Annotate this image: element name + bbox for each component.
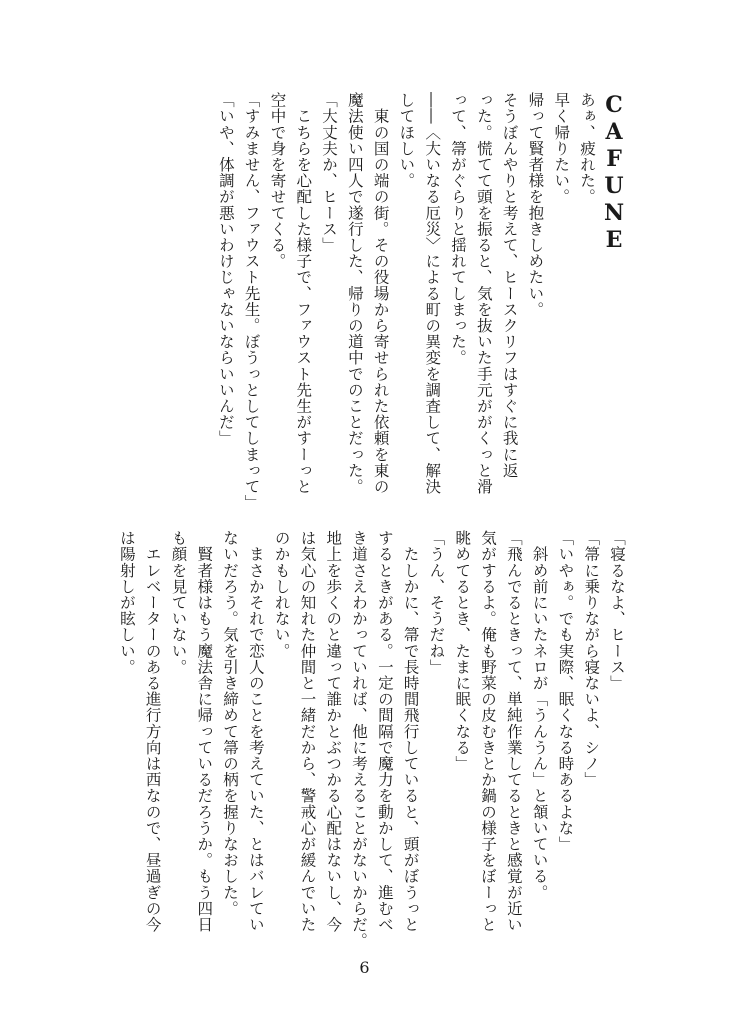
text-line: は気心の知れた仲間と一緒だから、警戒心が緩んでいた <box>298 530 317 933</box>
text-line: 帰って賢者様を抱きしめたい。 <box>526 92 545 318</box>
text-line: 眺めてるとき、たまに眠くなる」 <box>453 530 472 772</box>
text-line: 「大丈夫か、ヒース」 <box>320 92 339 253</box>
text-line: き道さえわかっていれば、他に考えることがないからだ。 <box>350 530 369 949</box>
text-line: 気がするよ。俺も野菜の皮むきとか鍋の様子をぼーっと <box>479 530 498 933</box>
text-line: 早く帰りたい。 <box>552 92 571 205</box>
upper-text-block <box>129 92 599 511</box>
text-line: 賢者様はもう魔法舎に帰っているだろうか。もう四日 <box>195 530 214 933</box>
text-line: 魔法使い四人で遂行した、帰りの道中でのことだった。 <box>345 92 364 495</box>
text-line: そうぼんやりと考えて、ヒースクリフはすぐに我に返 <box>500 92 519 479</box>
text-line: も顔を見ていない。 <box>169 530 188 675</box>
text-line: ――〈大いなる厄災〉による町の異変を調査して、解決 <box>423 92 442 495</box>
text-line: 斜め前にいたネロが「うんうん」と頷いている。 <box>530 530 549 901</box>
text-line: った。慌てて頭を振ると、気を抜いた手元ががくっと滑 <box>474 92 493 495</box>
page-number: 6 <box>359 958 370 977</box>
text-line: 東の国の端の街。その役場から寄せられた依頼を東の <box>371 92 390 495</box>
text-line: 空中で身を寄せてくる。 <box>268 92 287 270</box>
text-line: は陽射しが眩しい。 <box>117 530 136 675</box>
text-line: 「いや、体調が悪いわけじゃないならいいんだ」 <box>216 92 235 447</box>
text-line: 「寝るなよ、ヒース」 <box>608 530 626 691</box>
text-line: 「飛んでるときって、単純作業してるときと感覚が近い <box>504 530 523 933</box>
text-line: 「すみません、ファウスト先生。ぼうっとしてしまって」 <box>242 92 261 511</box>
text-line: たしかに、箒で長時間飛行していると、頭がぼうっと <box>401 530 420 933</box>
text-line: するときがある。一定の間隔で魔力を動かして、進むべ <box>375 530 394 933</box>
text-line: あぁ、疲れた。 <box>578 92 596 205</box>
text-line: まさかそれで恋人のことを考えていた、とはバレてい <box>246 530 265 933</box>
page-title: CAFUNE <box>601 92 627 254</box>
text-line: エレベーターのある進行方向は西なので、昼過ぎの今 <box>143 530 162 933</box>
text-line: ないだろう。気を引き締めて箒の柄を握りなおした。 <box>221 530 240 917</box>
text-line: 「うん、そうだね」 <box>427 530 446 675</box>
lower-text-block <box>117 530 629 949</box>
text-line: 地上を歩くのと違って誰かとぶつかる心配はないし、今 <box>324 530 343 933</box>
text-line: こちらを心配した様子で、ファウスト先生がすーっと <box>294 92 313 495</box>
text-line: って、箒がぐらりと揺れてしまった。 <box>449 92 468 366</box>
text-line: 「いやぁ。でも実際、眠くなる時あるよな」 <box>556 530 575 852</box>
text-line: のかもしれない。 <box>272 530 291 659</box>
text-line: 「箒に乗りながら寝ないよ、シノ」 <box>582 530 601 788</box>
text-line: してほしい。 <box>397 92 416 189</box>
